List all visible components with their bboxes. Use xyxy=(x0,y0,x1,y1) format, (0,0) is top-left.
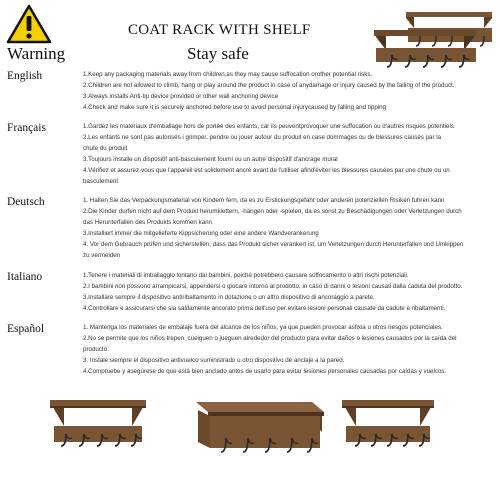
section-espanol xyxy=(83,323,495,378)
instruction-line: 3.Installiert immer die mitgelieferte Kippsicherung oder eine andere Wandverankerung xyxy=(83,229,319,237)
coat-rack-back xyxy=(406,12,492,46)
coat-rack-front xyxy=(374,30,476,67)
instruction-line: das Herunterfallen des Produkts kommen kann xyxy=(83,218,212,226)
section-francais xyxy=(83,122,495,187)
instruction-line: 4.Vérifiez et assurez-vous que l'appareil est solidement ancré avant de l'utiliser afind'éviter les blessures causées par une chute ou un xyxy=(83,166,450,174)
language-label-francais: Français xyxy=(7,122,46,134)
instruction-line: 2.Children are not allowed to climb, hang or play around the product in case of anydamage or injury caused by the falling of the product. xyxy=(83,81,455,89)
coat-rack-side-view-image xyxy=(338,398,438,462)
section-deutsch xyxy=(83,196,495,261)
instruction-line: 2.Die Kinder durfen nicht auf dem Produkt herumklettern, -hängen oder -spielen, da es sonst zu Beschädigungen oder Verletzungen durch xyxy=(83,207,462,215)
instruction-line: 2.No se permite que los niños trepen, cuelguen o jueguen alrededor del producto para evitar daños o lesiones causados por la caída del xyxy=(83,334,457,342)
page-title: COAT RACK WITH SHELF xyxy=(128,22,311,38)
instruction-line: chute du produit xyxy=(83,144,128,152)
section-english xyxy=(83,70,495,114)
warning-label: Warning xyxy=(7,44,66,63)
instruction-line: 1. Mantenga los materiales de embalaje fuera del alcance de los niños, ya que pueden provocar asfixia u otros riesgos potenciales. xyxy=(83,324,443,331)
instruction-line: 1.Gardez les matériaux d'emballage hors de portée des enfants, car ils peuventprovoquer une suffocation ou d'autres risques potentiels xyxy=(83,123,454,130)
instruction-line: 4.Controllare e assicurarsi che sia saldamente ancorato prima dell'uso per evitare lesioni personali causate da cadute e ribaltamenti. xyxy=(83,304,446,312)
instruction-line: producto. xyxy=(83,345,109,353)
instruction-line: 3.Installare sempre il dispositivo antiribaltamento in dotazione o un altro dispositivo di ancoraggio a parete. xyxy=(83,293,375,301)
instruction-line: 4.Compruebe y asegúrese de que está bien anclado antes de usarlo para evitar lesiones personales causadas por caídas y vuelcos. xyxy=(83,367,447,375)
instruction-line: 3.Always installs Anti-tip device provided or other wall anchoring device xyxy=(83,92,279,100)
coat-rack-angled-view-image xyxy=(188,398,328,470)
coat-rack-shelf-icon xyxy=(354,10,496,72)
instruction-line: 3. Instale siempre el dispositivo antivuelco suministrado u otro dispositivo de anclaje a la pared. xyxy=(83,356,345,364)
language-label-english: English xyxy=(7,70,43,82)
instruction-line: 4.Check and make sure it is securely anchored before use to avoid personal injurycaused by falling and tipping xyxy=(83,103,387,111)
instruction-line: 1.Keep any packaging materials away from children,as they may cause suffocation orother potential risks. xyxy=(83,71,373,78)
warning-triangle-icon xyxy=(6,4,52,44)
instruction-line: 1. Halten Sie das Verpackungsmaterial von Kindern fern, da es zu Erstickungsgefahr oder anderen potenziellen Risiken fuhren kann xyxy=(83,197,445,204)
instruction-line: 2.I bambini non possono arrampicarsi, appendersi o giocare intorno al prodotto, in caso di danni o lesioni causati dalla caduta del prodotto. xyxy=(83,282,463,290)
language-label-espanol: Español xyxy=(7,323,45,335)
page-subtitle: Stay safe xyxy=(187,44,249,63)
language-label-deutsch: Deutsch xyxy=(7,196,45,208)
instruction-line: 4. Vor dem Gebrauch prüfen und sicherstellen, dass das Produkt sicher verankert ist, um Verletzungen durch Herunterfallen und Umkippen xyxy=(83,240,464,248)
coat-rack-front-view-image xyxy=(42,398,152,462)
instruction-line: zu vermeiden xyxy=(83,251,121,259)
language-label-italiano: Italiano xyxy=(7,271,43,283)
instruction-line: basculement xyxy=(83,177,119,185)
instruction-line: 1.Tenere i materiali di imballaggio lontano dai bambini, poiché potrebbero causare soffocamento o altri rischi potenziali. xyxy=(83,272,409,279)
instruction-line: 2.Les enfants ne sont pas autorisés i grimper, pendre ou jouer autour du produit en case dommages ou de blessures causés par la xyxy=(83,133,442,141)
instruction-line: 3.Toujours installe un dispositif anti-basculement fourni ou un autre dispositif d'ancrage mural xyxy=(83,155,338,163)
section-italiano xyxy=(83,271,495,315)
